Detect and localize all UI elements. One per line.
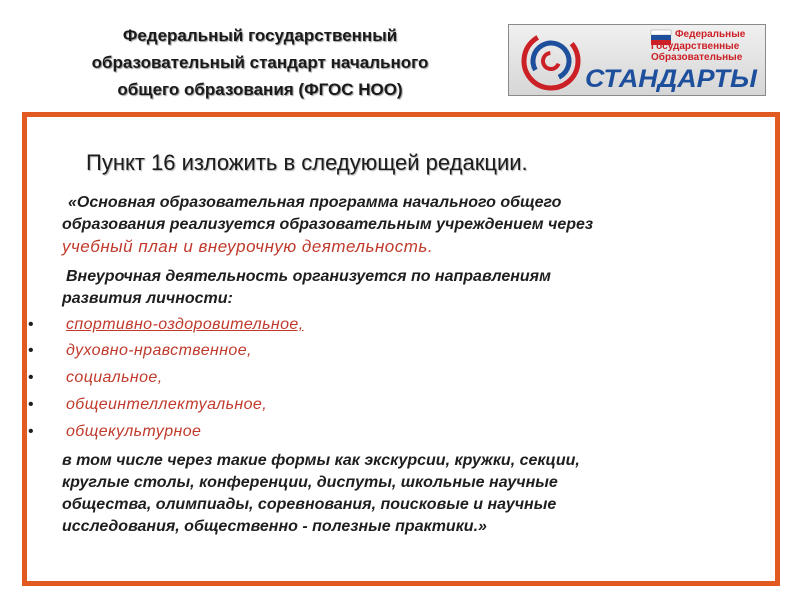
bullet-icon: • bbox=[28, 423, 34, 440]
logo-text-line: Федеральные bbox=[675, 29, 746, 40]
forms-paragraph bbox=[62, 450, 742, 538]
direction-label: духовно-нравственное, bbox=[66, 342, 252, 359]
direction-label: общекультурное bbox=[66, 423, 202, 440]
forms-line: в том числе через такие формы как экскурсии, кружки, секции, bbox=[62, 452, 580, 469]
logo-text-line: Государственные bbox=[651, 41, 740, 52]
directions-intro-line: Внеурочная деятельность организуется по направлениям bbox=[66, 268, 551, 285]
direction-label: общеинтеллектуальное, bbox=[66, 396, 268, 413]
direction-label: социальное, bbox=[66, 369, 163, 386]
page-title-line: образовательный стандарт начального bbox=[91, 53, 429, 72]
page-title-line: Федеральный государственный bbox=[122, 26, 398, 45]
bullet-icon: • bbox=[28, 316, 34, 333]
direction-label: спортивно-оздоровительное, bbox=[66, 316, 304, 333]
intro-paragraph bbox=[62, 192, 742, 258]
page-title bbox=[30, 22, 490, 103]
forms-line: круглые столы, конференции, диспуты, школьные научные bbox=[62, 474, 558, 491]
directions-intro-line: развития личности: bbox=[62, 290, 233, 307]
logo-wordmark: СТАНДАРТЫ bbox=[585, 65, 759, 93]
content-heading: Пункт 16 изложить в следующей редакции. bbox=[86, 150, 528, 175]
forms-line: исследования, общественно - полезные практики.» bbox=[62, 518, 487, 535]
intro-highlight: учебный план и внеурочную деятельность. bbox=[62, 237, 434, 256]
bullet-icon: • bbox=[28, 396, 34, 413]
bullet-icon: • bbox=[28, 342, 34, 359]
logo-emblem-icon bbox=[513, 25, 589, 97]
intro-line: «Основная образовательная программа начального общего bbox=[68, 194, 562, 211]
intro-line: образования реализуется образовательным учреждением через bbox=[62, 216, 594, 233]
standards-logo bbox=[508, 24, 766, 96]
directions-intro-paragraph bbox=[62, 266, 742, 310]
page-title-line: общего образования (ФГОС НОО) bbox=[117, 80, 403, 99]
bullet-icon: • bbox=[28, 369, 34, 386]
forms-line: общества, олимпиады, соревнования, поисковые и научные bbox=[62, 496, 557, 513]
logo-graphic bbox=[509, 25, 767, 97]
logo-text-line: Образовательные bbox=[651, 52, 743, 63]
